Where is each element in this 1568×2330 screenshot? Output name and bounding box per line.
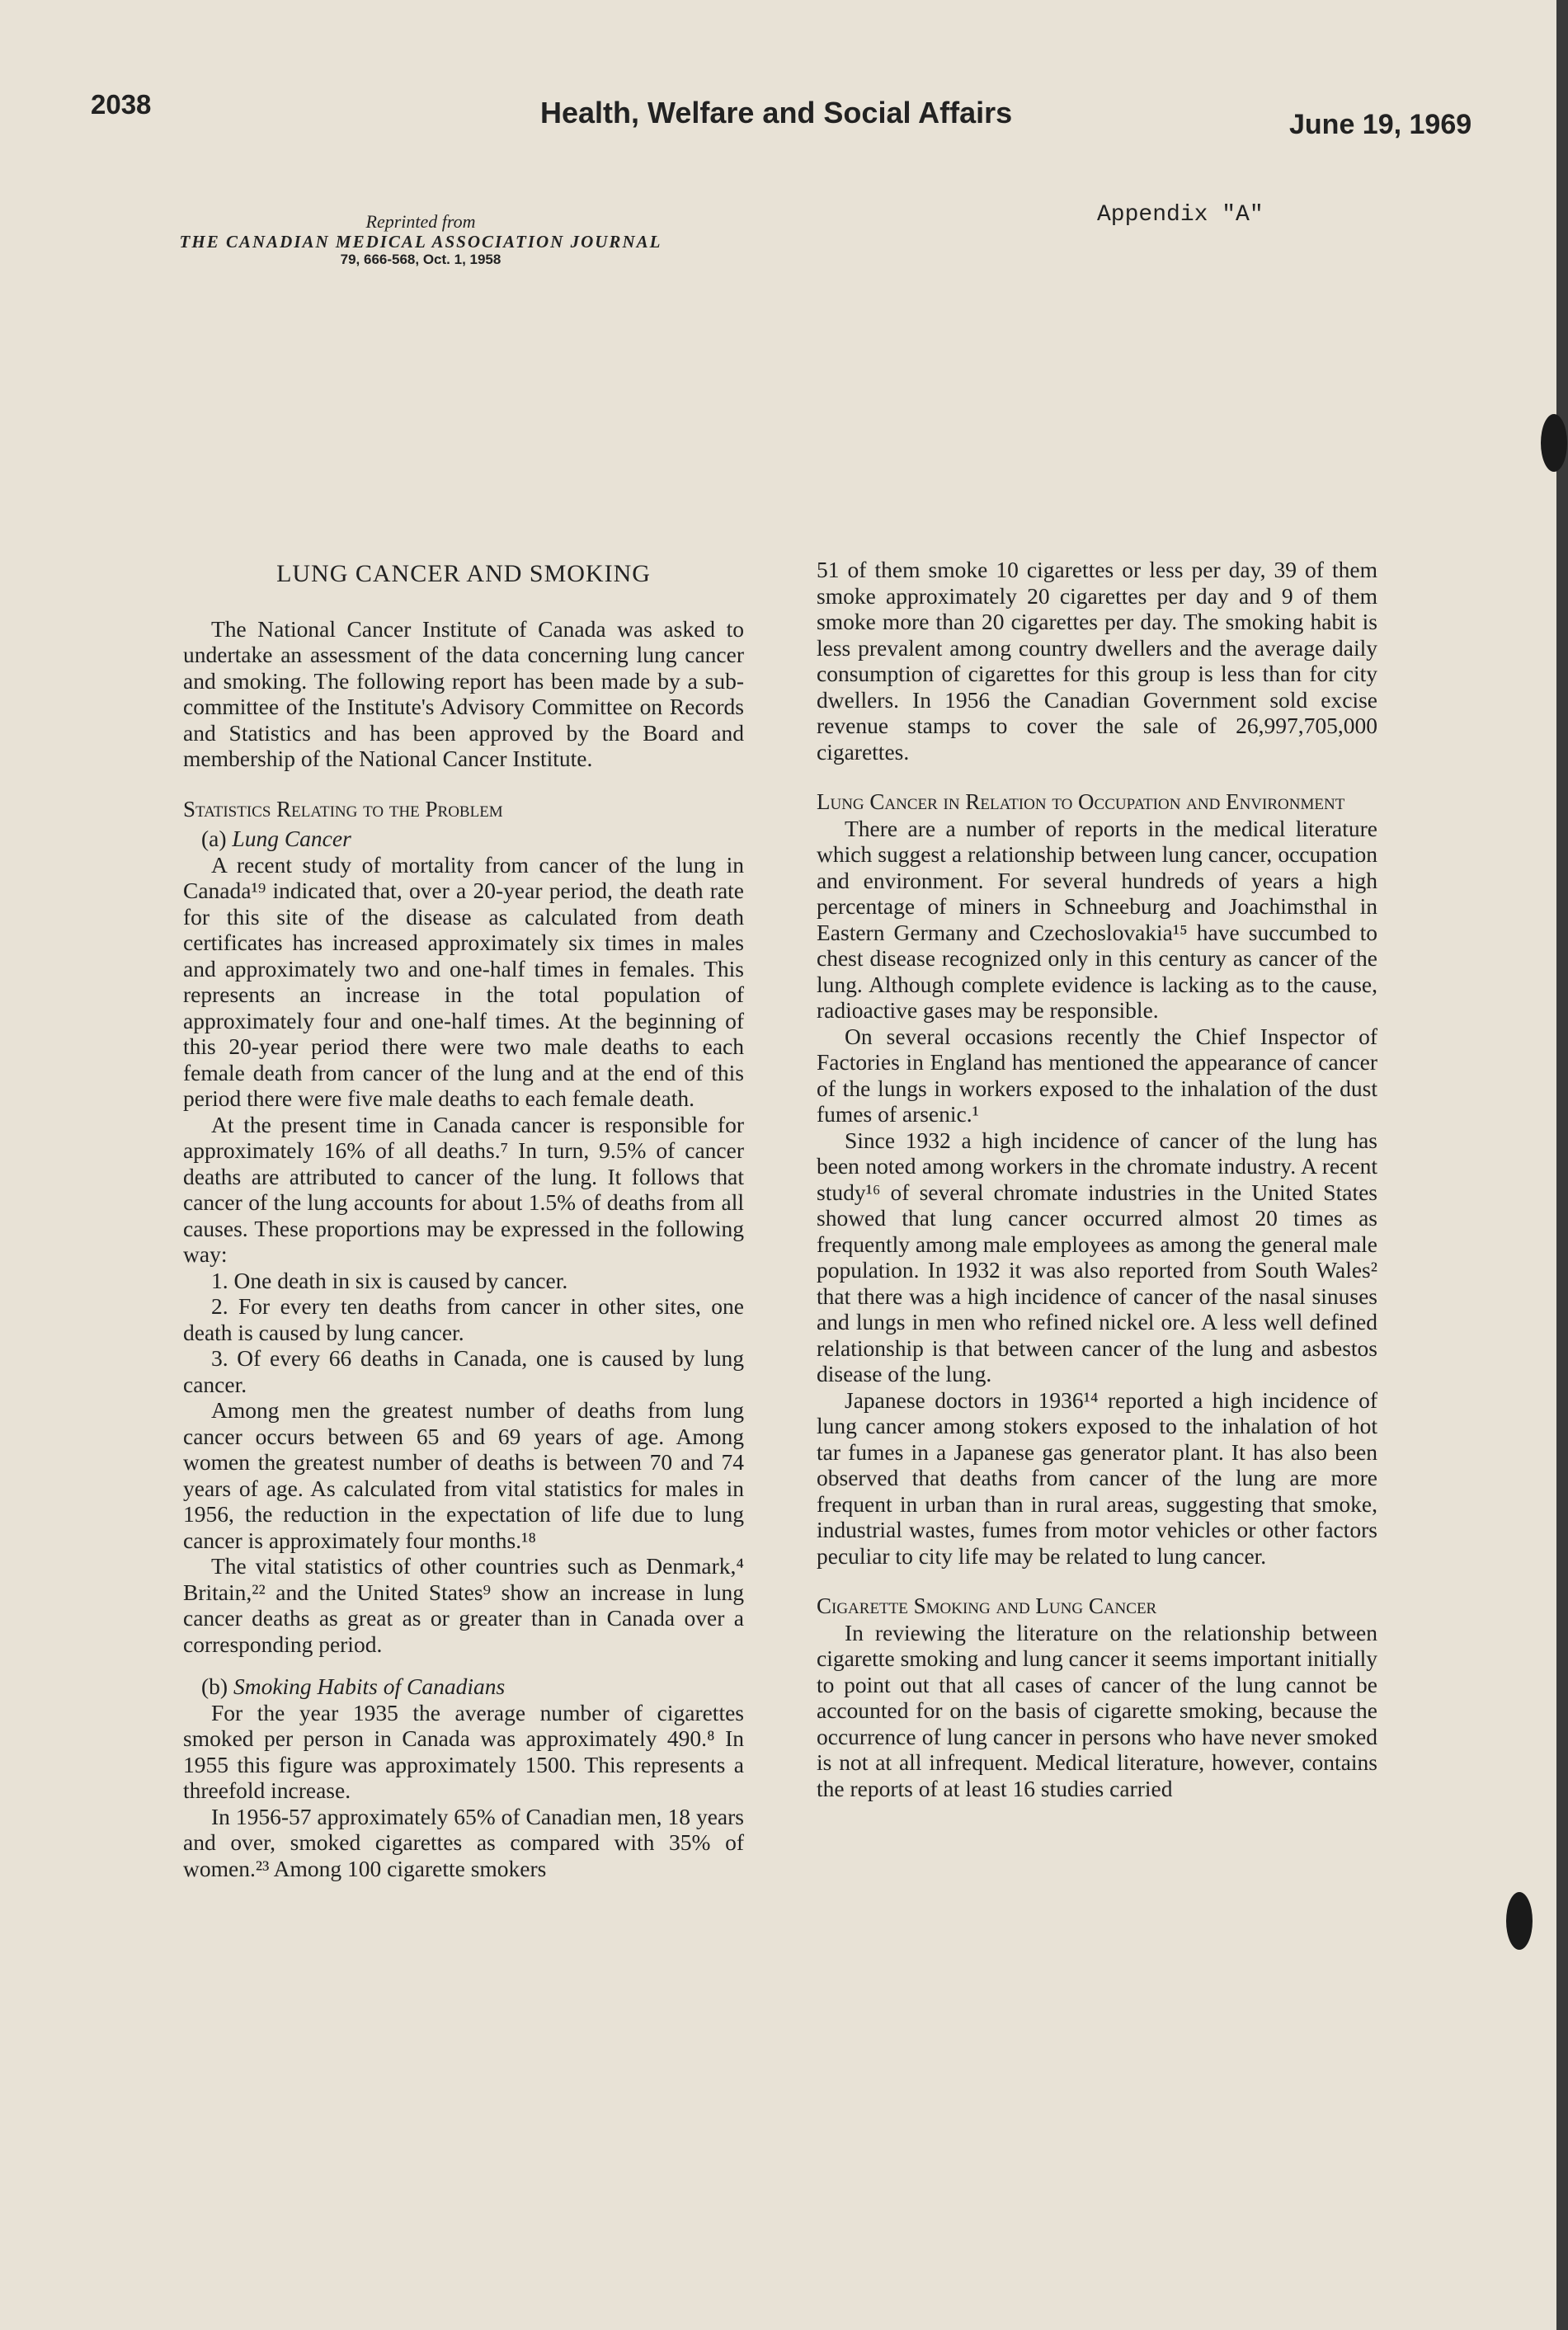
paragraph: Since 1932 a high incidence of cancer of the lung has been noted among workers in the chromate industry. A recent study¹⁶ of several chromate industries in the United States showed that lung cancer occurred almost 20 times as frequently among male employees as among the general male population. In 1932 it was also reported from South Wales² that there was a high incidence of cancer of the nasal sinuses and lungs in men who refined nickel ore. A less well defined relationship is that between cancer of the lung and asbestos disease of the lung. — [817, 1127, 1377, 1386]
paragraph: In reviewing the literature on the relationship between cigarette smoking and lung cancer it seems important initially to point out that all cases of cancer of the lung cannot be accounted for on the basis of cigarette smoking, because the occurrence of lung cancer in persons who have never smoked is not at all infrequent. Medical literature, however, contains the reports of at least 16 studies carried — [817, 1619, 1377, 1801]
page-number: 2038 — [91, 89, 152, 120]
subsection-title: Lung Cancer — [232, 826, 351, 851]
subsection-label: (b) — [201, 1673, 228, 1699]
list-item: 3. Of every 66 deaths in Canada, one is caused by lung cancer. — [183, 1345, 744, 1397]
section-heading: Statistics Relating to the Problem — [183, 796, 503, 821]
paragraph: In 1956-57 approximately 65% of Canadian men, 18 years and over, smoked cigarettes as compared with 35% of women.²³ Among 100 cigarette smokers — [183, 1803, 744, 1881]
journal-name: THE CANADIAN MEDICAL ASSOCIATION JOURNAL — [179, 232, 662, 252]
binder-hole — [1506, 1892, 1533, 1950]
paragraph: There are a number of reports in the medical literature which suggest a relationship between lung cancer, occupation and environment. For several hundreds of years a high percentage of miners in Schneeburg and Joachimsthal in Eastern Germany and Czechoslovakia¹⁵ have succumbed to chest disease recognized only in this century as cancer of the lung. Although complete evidence is lacking as to the cause, radioactive gases may be responsible. — [817, 815, 1377, 1023]
section-heading: Lung Cancer in Relation to Occupation and Environment — [817, 789, 1345, 814]
paragraph: The vital statistics of other countries such as Denmark,⁴ Britain,²² and the United States⁹ show an increase in lung cancer deaths as great as or greater than in Canada over a corresponding period. — [183, 1553, 744, 1657]
paragraph: Among men the greatest number of deaths from lung cancer occurs between 65 and 69 years of age. Among women the greatest number of deaths is between 70 and 74 years of age. As calculated from vital statistics for males in 1956, the reduction in the expectation of life due to lung cancer is approximately four months.¹⁸ — [183, 1397, 744, 1553]
reprint-notice — [173, 211, 668, 268]
section-heading: Cigarette Smoking and Lung Cancer — [817, 1593, 1157, 1618]
paragraph: 51 of them smoke 10 cigarettes or less per day, 39 of them smoke approximately 20 cigarettes per day and 9 of them smoke more than 20 cigarettes per day. The smoking habit is less prevalent among country dwellers and the average daily consumption of cigarettes for this group is less than for city dwellers. In 1956 the Canadian Government sold excise revenue stamps to cover the sale of 26,997,705,000 cigarettes. — [817, 557, 1377, 765]
subsection-label: (a) — [201, 826, 227, 851]
article-title: LUNG CANCER AND SMOKING — [276, 560, 651, 587]
subsection-heading — [183, 1673, 744, 1700]
page-edge-shadow — [1556, 0, 1568, 2330]
right-column — [817, 557, 1377, 1801]
subsection-title: Smoking Habits of Canadians — [233, 1673, 506, 1699]
reprint-line: Reprinted from — [365, 211, 476, 232]
list-item: 2. For every ten deaths from cancer in other sites, one death is caused by lung cancer. — [183, 1293, 744, 1345]
list-item: 1. One death in six is caused by cancer. — [211, 1267, 568, 1293]
appendix-label: Appendix "A" — [1097, 202, 1264, 228]
running-date: June 19, 1969 — [1289, 109, 1472, 140]
paragraph: At the present time in Canada cancer is responsible for approximately 16% of all deaths.⁷ In turn, 9.5% of cancer deaths are attributed to cancer of the lung. It follows that cancer of the lung accounts for about 1.5% of deaths from all causes. These proportions may be expressed in the following way: — [183, 1111, 744, 1267]
left-column — [183, 557, 744, 1881]
intro-paragraph: The National Cancer Institute of Canada was asked to undertake an assessment of the data concerning lung cancer and smoking. The following report has been made by a sub-committee of the Institute's Advisory Committee on Records and Statistics and has been approved by the Board and membership of the National Cancer Institute. — [183, 615, 744, 771]
running-title: Health, Welfare and Social Affairs — [540, 96, 1013, 129]
citation: 79, 666-568, Oct. 1, 1958 — [340, 252, 501, 268]
paragraph: A recent study of mortality from cancer of the lung in Canada¹⁹ indicated that, over a 20-year period, the death rate for this site of the disease as calculated from death certificates has increased approximately six times in males and approximately two and one-half times in females. This represents an increase in the total population of approximately four and one-half times. At the beginning of this 20-year period there were two male deaths to each female death from cancer of the lung and at the end of this period there were five male deaths to each female death. — [183, 851, 744, 1111]
subsection-heading — [183, 826, 744, 852]
paragraph: For the year 1935 the average number of cigarettes smoked per person in Canada was approximately 490.⁸ In 1955 this figure was approximately 1500. This represents a threefold increase. — [183, 1699, 744, 1803]
paragraph: On several occasions recently the Chief Inspector of Factories in England has mentioned the appearance of cancer of the lungs in workers exposed to the inhalation of the dust fumes of arsenic.¹ — [817, 1023, 1377, 1127]
paragraph: Japanese doctors in 1936¹⁴ reported a high incidence of lung cancer among stokers exposed to the inhalation of hot tar fumes in a Japanese gas generator plant. It has also been observed that deaths from cancer of the lung are more frequent in urban than in rural areas, suggesting that smoke, industrial wastes, fumes from motor vehicles or other factors peculiar to city life may be related to lung cancer. — [817, 1386, 1377, 1569]
binder-hole — [1541, 414, 1567, 472]
